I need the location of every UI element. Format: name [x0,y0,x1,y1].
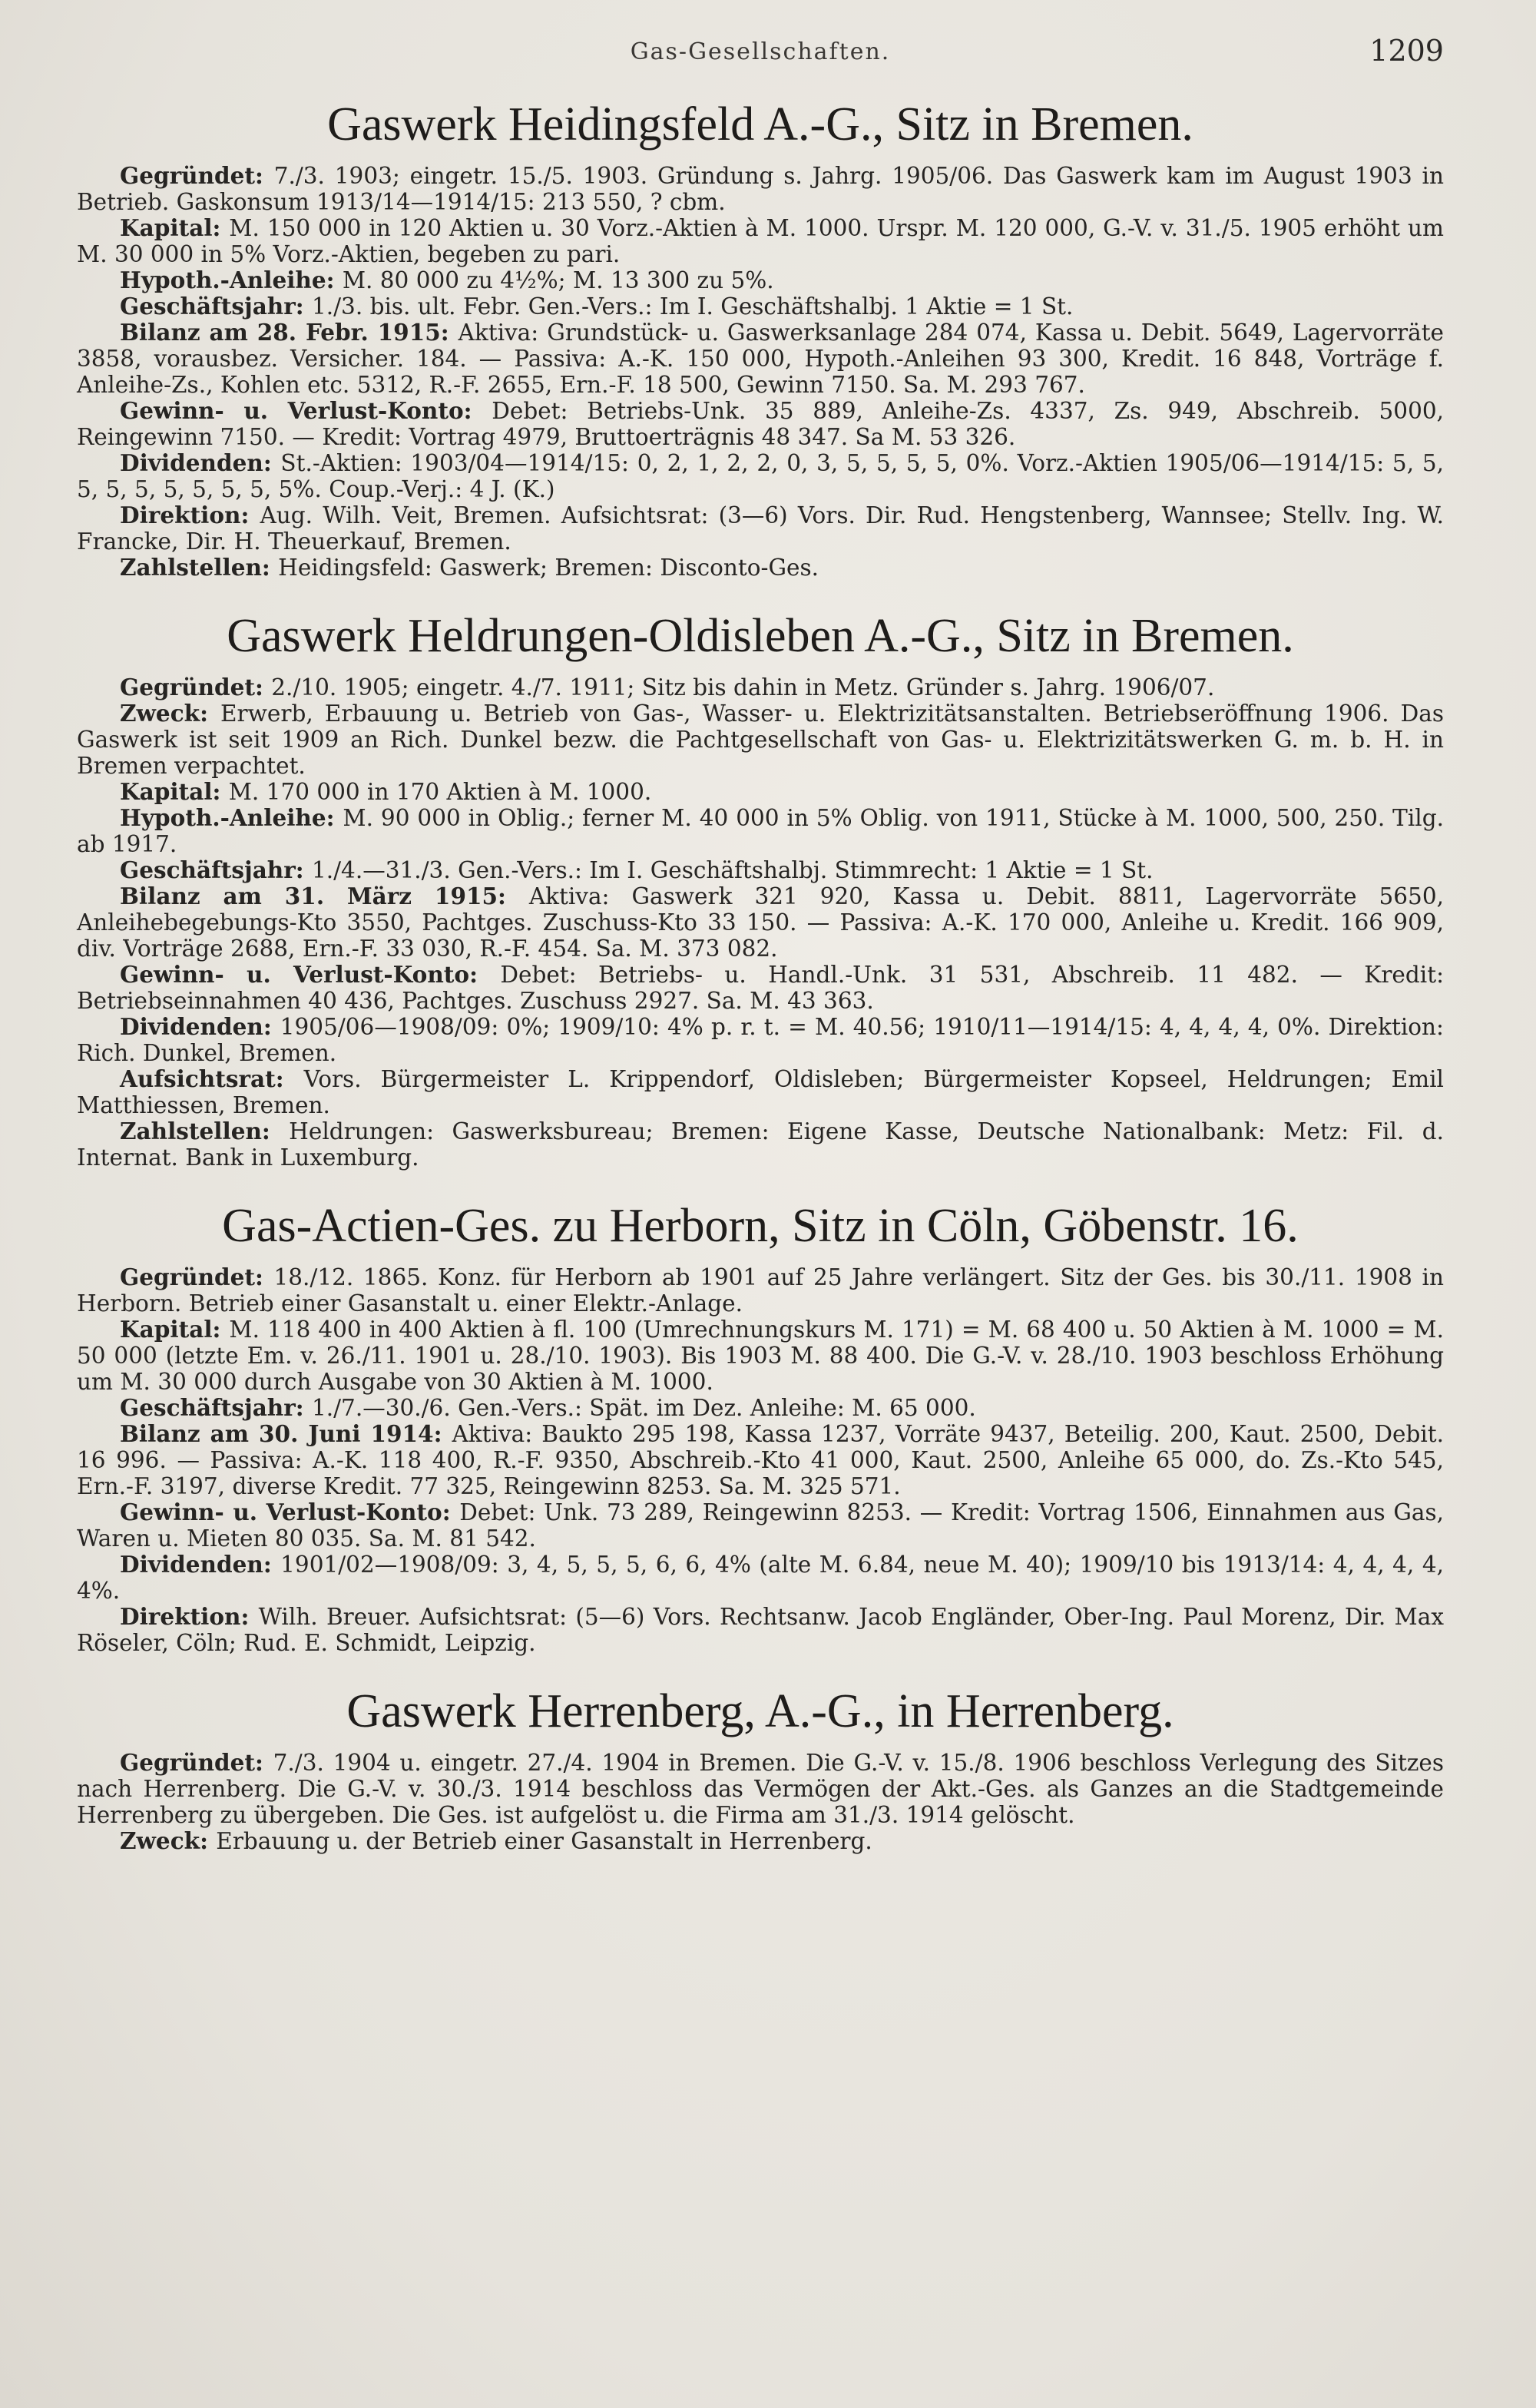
entry-label: Dividenden: [120,449,272,476]
entry-paragraph [77,163,1444,215]
entry-paragraph [77,857,1444,883]
entry-text: M. 90 000 in Oblig.; ferner M. 40 000 in 5% Oblig. von 1911, Stücke à M. 1000, 500, 250. Tilg. ab 1917. [77,805,1444,857]
entry-paragraph [77,450,1444,502]
entry-paragraph [77,215,1444,267]
entry-label: Gegründet: [120,1749,263,1776]
entry-paragraph [77,1552,1444,1604]
entry-text: 7./3. 1903; eingetr. 15./5. 1903. Gründung s. Jahrg. 1905/06. Das Gaswerk kam im August 1903 in Betrieb. Gaskonsum 1913/14—1914/15: 213 550, ? cbm. [77,163,1444,215]
entry-text: St.-Aktien: 1903/04—1914/15: 0, 2, 1, 2, 2, 0, 3, 5, 5, 5, 5, 0%. Vorz.-Aktien 1905/06—1914/15: 5, 5, 5, 5, 5, 5, 5, 5, 5, 5%. Coup.-Verj.: 4 J. (K.) [77,450,1444,502]
entry-label: Zahlstellen: [120,554,270,581]
entry-label: Aufsichtsrat: [120,1065,284,1092]
entry-label: Kapital: [120,778,221,805]
entry-text: M. 170 000 in 170 Aktien à M. 1000. [228,779,652,805]
company-title: Gaswerk Heidingsfeld A.-G., Sitz in Bremen. [327,98,1193,151]
entry-paragraph [77,1014,1444,1066]
entry-text: M. 150 000 in 120 Aktien u. 30 Vorz.-Aktien à M. 1000. Urspr. M. 120 000, G.-V. v. 31./5. 1905 erhöht um M. 30 000 in 5% Vorz.-Aktien, begeben zu pari. [77,215,1444,267]
entry-text: 2./10. 1905; eingetr. 4./7. 1911; Sitz bis dahin in Metz. Gründer s. Jahrg. 1906/07. [271,674,1215,701]
entry-text: 1901/02—1908/09: 3, 4, 5, 5, 5, 6, 6, 4% (alte M. 6.84, neue M. 40); 1909/10 bis 1913/14: 4, 4, 4, 4, 4%. [77,1552,1444,1604]
entry-text: Debet: Unk. 73 289, Reingewinn 8253. — Kredit: Vortrag 1506, Einnahmen aus Gas, Waren u. Mieten 80 035. Sa. M. 81 542. [77,1499,1444,1552]
entry-text: Debet: Betriebs-Unk. 35 889, Anleihe-Zs. 4337, Zs. 949, Abschreib. 5000, Reingewinn 7150. — Kredit: Vortrag 4979, Bruttoerträgnis 48 347. Sa M. 53 326. [77,398,1444,450]
entry-label: Geschäftsjahr: [120,1394,304,1421]
entry-paragraph [77,805,1444,857]
running-header [77,31,1444,69]
entry-label: Gegründet: [120,674,263,701]
entry-text: Erwerb, Erbauung u. Betrieb von Gas-, Wasser- u. Elektrizitätsanstalten. Betriebseröffnung 1906. Das Gaswerk ist seit 1909 an Rich. Dunkel bezw. die Pachtgesellschaft von Gas- u. Elektrizitätswerken G. m. b. H. in Bremen verpachtet. [77,701,1444,779]
entry-paragraph [77,701,1444,779]
entry-text: Aktiva: Gaswerk 321 920, Kassa u. Debit. 8811, Lagervorräte 5650, Anleihebegebungs-Kto 3550, Pachtges. Zuschuss-Kto 33 150. — Passiva: A.-K. 170 000, Anleihe u. Kredit. 166 909, div. Vorträge 2688, Ern.-F. 33 030, R.-F. 454. Sa. M. 373 082. [77,883,1444,962]
entry-text: Wilh. Breuer. Aufsichtsrat: (5—6) Vors. Rechtsanw. Jacob Engländer, Ober-Ing. Paul Morenz, Dir. Max Röseler, Cöln; Rud. E. Schmidt, Leipzig. [77,1604,1444,1656]
entry-paragraph [77,883,1444,962]
entry-text: 1./4.—31./3. Gen.-Vers.: Im I. Geschäftshalbj. Stimmrecht: 1 Aktie = 1 St. [311,857,1154,883]
entry-text: Aug. Wilh. Veit, Bremen. Aufsichtsrat: (3—6) Vors. Dir. Rud. Hengstenberg, Wannsee; Stellv. Ing. W. Francke, Dir. H. Theuerkauf, Bremen. [77,502,1444,555]
entry-paragraph [77,1395,1444,1421]
entry-text: 1905/06—1908/09: 0%; 1909/10: 4% p. r. t. = M. 40.56; 1910/11—1914/15: 4, 4, 4, 4, 0%. Direktion: Rich. Dunkel, Bremen. [77,1014,1444,1066]
entry-paragraph [77,779,1444,805]
entry-text: Debet: Betriebs- u. Handl.-Unk. 31 531, Abschreib. 11 482. — Kredit: Betriebseinnahmen 40 436, Pachtges. Zuschuss 2927. Sa. M. 43 363. [77,962,1445,1014]
page-number: 1209 [1369,34,1444,68]
entry-label: Dividenden: [120,1551,272,1578]
company-section [77,1198,1444,1656]
entry-label: Direktion: [120,1603,250,1630]
entry-label: Hypoth.-Anleihe: [120,267,335,293]
entry-paragraph [77,1421,1444,1499]
entry-label: Bilanz am 30. Juni 1914: [120,1420,442,1447]
entry-text: Erbauung u. der Betrieb einer Gasanstalt in Herrenberg. [216,1828,872,1854]
entry-text: 18./12. 1865. Konz. für Herborn ab 1901 auf 25 Jahre verlängert. Sitz der Ges. bis 30./11. 1908 in Herborn. Betrieb einer Gasanstalt u. einer Elektr.-Anlage. [77,1264,1444,1317]
entry-label: Hypoth.-Anleihe: [120,804,335,831]
entry-text: Vors. Bürgermeister L. Krippendorf, Oldisleben; Bürgermeister Kopseel, Heldrungen; Emil Matthiessen, Bremen. [77,1066,1444,1118]
entry-label: Gewinn- u. Verlust-Konto: [120,397,472,424]
entry-label: Bilanz am 28. Febr. 1915: [120,319,449,346]
company-title: Gas-Actien-Ges. zu Herborn, Sitz in Cöln, Göbenstr. 16. [222,1200,1299,1252]
entry-paragraph [77,398,1444,450]
company-title: Gaswerk Herrenberg, A.-G., in Herrenberg. [346,1685,1174,1737]
entry-label: Gegründet: [120,1264,263,1290]
entry-label: Kapital: [120,214,221,241]
company-section [77,97,1444,581]
entry-paragraph [77,1750,1444,1828]
entry-text: 7./3. 1904 u. eingetr. 27./4. 1904 in Bremen. Die G.-V. v. 15./8. 1906 beschloss Verlegung des Sitzes nach Herrenberg. Die G.-V. v. 30./3. 1914 beschloss das Vermögen der Akt.-Ges. als Ganzes an die Stadtgemeinde Herrenberg zu übergeben. Die Ges. ist aufgelöst u. die Firma am 31./3. 1914 gelöscht. [77,1750,1444,1828]
entry-label: Geschäftsjahr: [120,856,304,883]
entry-paragraph [77,1066,1444,1118]
entry-text: Heldrungen: Gaswerksbureau; Bremen: Eigene Kasse, Deutsche Nationalbank: Metz: Fil. d. Internat. Bank in Luxemburg. [77,1118,1445,1171]
entry-label: Gegründet: [120,162,263,189]
entry-text: M. 118 400 in 400 Aktien à fl. 100 (Umrechnungskurs M. 171) = M. 68 400 u. 50 Aktien à M. 1000 = M. 50 000 (letzte Em. v. 26./11. 1901 u. 28./10. 1903). Bis 1903 M. 88 400. Die G.-V. v. 28./10. 1903 beschloss Erhöhung um M. 30 000 durch Ausgabe von 30 Aktien à M. 1000. [77,1317,1444,1395]
entry-paragraph [77,1118,1444,1171]
entry-text: 1./3. bis. ult. Febr. Gen.-Vers.: Im I. Geschäftshalbj. 1 Aktie = 1 St. [311,293,1074,320]
entry-label: Gewinn- u. Verlust-Konto: [120,1499,451,1525]
entry-text: M. 80 000 zu 4½%; M. 13 300 zu 5%. [342,267,774,293]
entry-paragraph [77,267,1444,293]
entry-text: Aktiva: Grundstück- u. Gaswerksanlage 284 074, Kassa u. Debit. 5649, Lagervorräte 3858, vorausbez. Versicher. 184. — Passiva: A.-K. 150 000, Hypoth.-Anleihen 93 300, Kredit. 16 848, Vorträge f. Anleihe-Zs., Kohlen etc. 5312, R.-F. 2655, Ern.-F. 18 500, Gewinn 7150. Sa. M. 293 767. [77,320,1445,398]
entry-label: Zweck: [120,1827,208,1854]
entry-label: Zahlstellen: [120,1118,270,1144]
entry-label: Gewinn- u. Verlust-Konto: [120,961,478,988]
entry-text: Aktiva: Baukto 295 198, Kassa 1237, Vorräte 9437, Beteilig. 200, Kaut. 2500, Debit. 16 996. — Passiva: A.-K. 118 400, R.-F. 9350, Abschreib.-Kto 41 000, Kaut. 2500, Anleihe 65 000, do. Zs.-Kto 545, Ern.-F. 3197, diverse Kredit. 77 325, Reingewinn 8253. Sa. M. 325 571. [77,1421,1444,1499]
entry-label: Dividenden: [120,1013,272,1040]
entry-label: Zweck: [120,700,208,727]
entry-paragraph [77,1828,1444,1854]
entry-paragraph [77,555,1444,581]
entry-label: Bilanz am 31. März 1915: [120,883,506,909]
entry-paragraph [77,502,1444,555]
entry-label: Direktion: [120,502,250,528]
entry-paragraph [77,1499,1444,1552]
entry-paragraph [77,962,1444,1014]
entry-paragraph [77,1604,1444,1656]
entry-paragraph [77,1264,1444,1317]
entry-paragraph [77,674,1444,701]
entry-text: Heidingsfeld: Gaswerk; Bremen: Disconto-Ges. [278,555,819,581]
company-section [77,1684,1444,1854]
entry-paragraph [77,320,1444,398]
entry-paragraph [77,1317,1444,1395]
entry-label: Kapital: [120,1316,221,1343]
company-list [77,97,1444,1854]
entry-label: Geschäftsjahr: [120,293,304,320]
entry-paragraph [77,293,1444,320]
running-title: Gas-Gesellschaften. [630,38,891,65]
company-title: Gaswerk Heldrungen-Oldisleben A.-G., Sitz in Bremen. [227,610,1294,662]
entry-text: 1./7.—30./6. Gen.-Vers.: Spät. im Dez. Anleihe: M. 65 000. [311,1395,976,1421]
company-section [77,608,1444,1171]
